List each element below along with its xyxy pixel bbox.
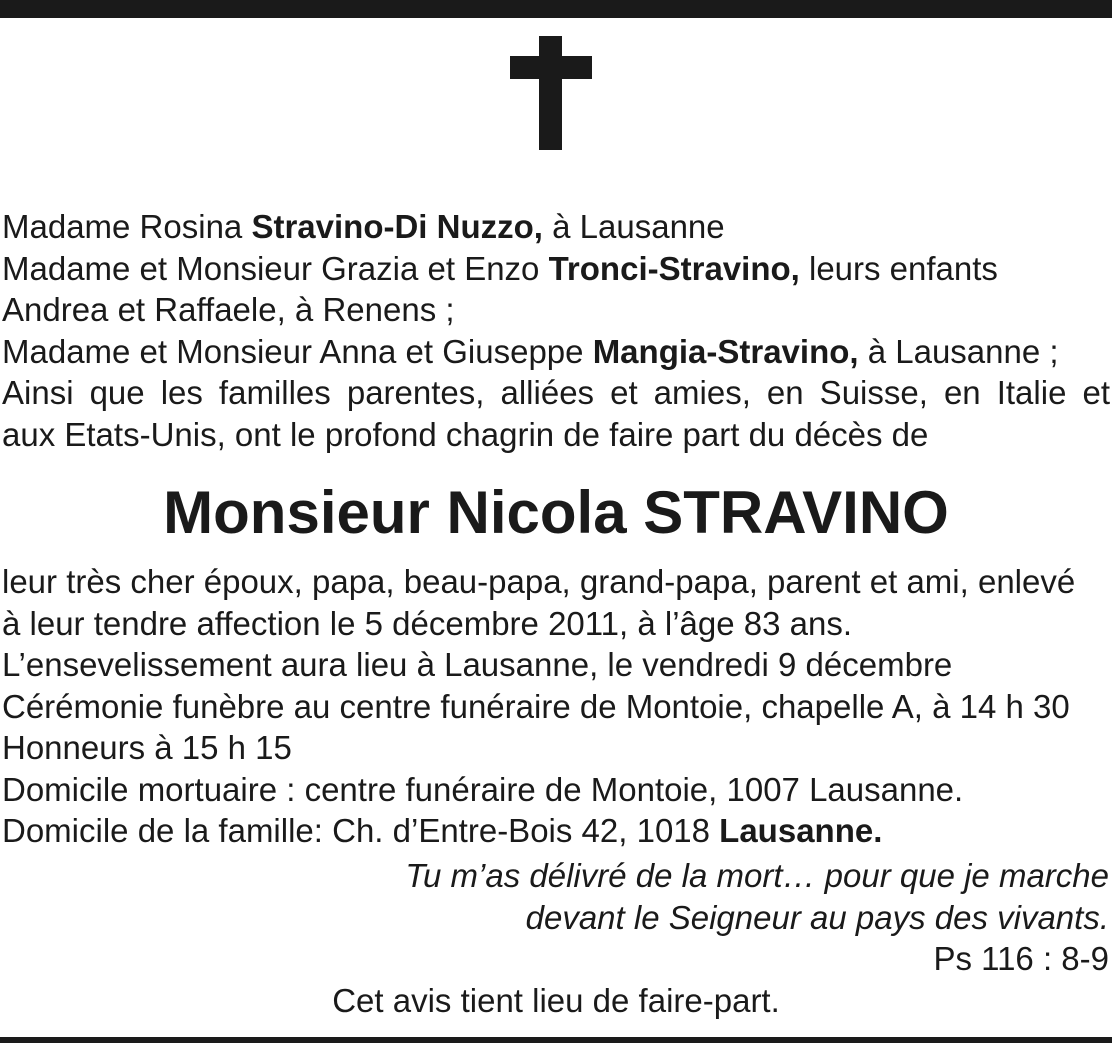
details-line: Cérémonie funèbre au centre funéraire de Montoie, chapelle A, à 14 h 30 — [2, 687, 1070, 725]
deceased-name: Monsieur Nicola STRAVINO — [163, 479, 949, 546]
funeral-details — [2, 561, 1110, 852]
details-line: leur très cher époux, papa, beau-papa, grand-papa, parent et ami, enlevé — [2, 563, 1076, 600]
bottom-border-rule — [0, 1037, 1112, 1043]
family-line: Ainsi que les familles parentes, alliées et amies, en Suisse, en Italie et — [2, 374, 1110, 411]
details-line: L’ensevelissement aura lieu à Lausanne, le vendredi 9 décembre — [2, 646, 953, 683]
details-line: Domicile mortuaire : centre funéraire de Montoie, 1007 Lausanne. — [2, 770, 964, 808]
family-line: Andrea et Raffaele, à Renens ; — [2, 291, 455, 328]
bible-quote — [405, 855, 1109, 980]
cross-icon — [510, 36, 592, 150]
details-line: à leur tendre affection le 5 décembre 2011, à l’âge 83 ans. — [2, 604, 853, 642]
family-line: Madame et Monsieur Anna et Giuseppe Mangia-Stravino, à Lausanne ; — [2, 332, 1059, 370]
family-line: Madame et Monsieur Grazia et Enzo Tronci-Stravino, leurs enfants — [2, 249, 998, 287]
family-announcement — [2, 206, 1110, 455]
details-line: Domicile de la famille: Ch. d’Entre-Bois 42, 1018 Lausanne. — [2, 812, 883, 849]
quote-reference: Ps 116 : 8-9 — [933, 940, 1109, 977]
quote-line: Tu m’as délivré de la mort… pour que je marche — [405, 857, 1109, 894]
top-border-rule — [0, 0, 1112, 18]
family-line: Madame Rosina Stravino-Di Nuzzo, à Lausanne — [2, 208, 725, 245]
quote-line: devant le Seigneur au pays des vivants. — [525, 898, 1109, 936]
details-line: Honneurs à 15 h 15 — [2, 729, 292, 766]
closing-note: Cet avis tient lieu de faire-part. — [332, 982, 780, 1019]
family-line: aux Etats-Unis, ont le profond chagrin de faire part du décès de — [2, 415, 929, 453]
